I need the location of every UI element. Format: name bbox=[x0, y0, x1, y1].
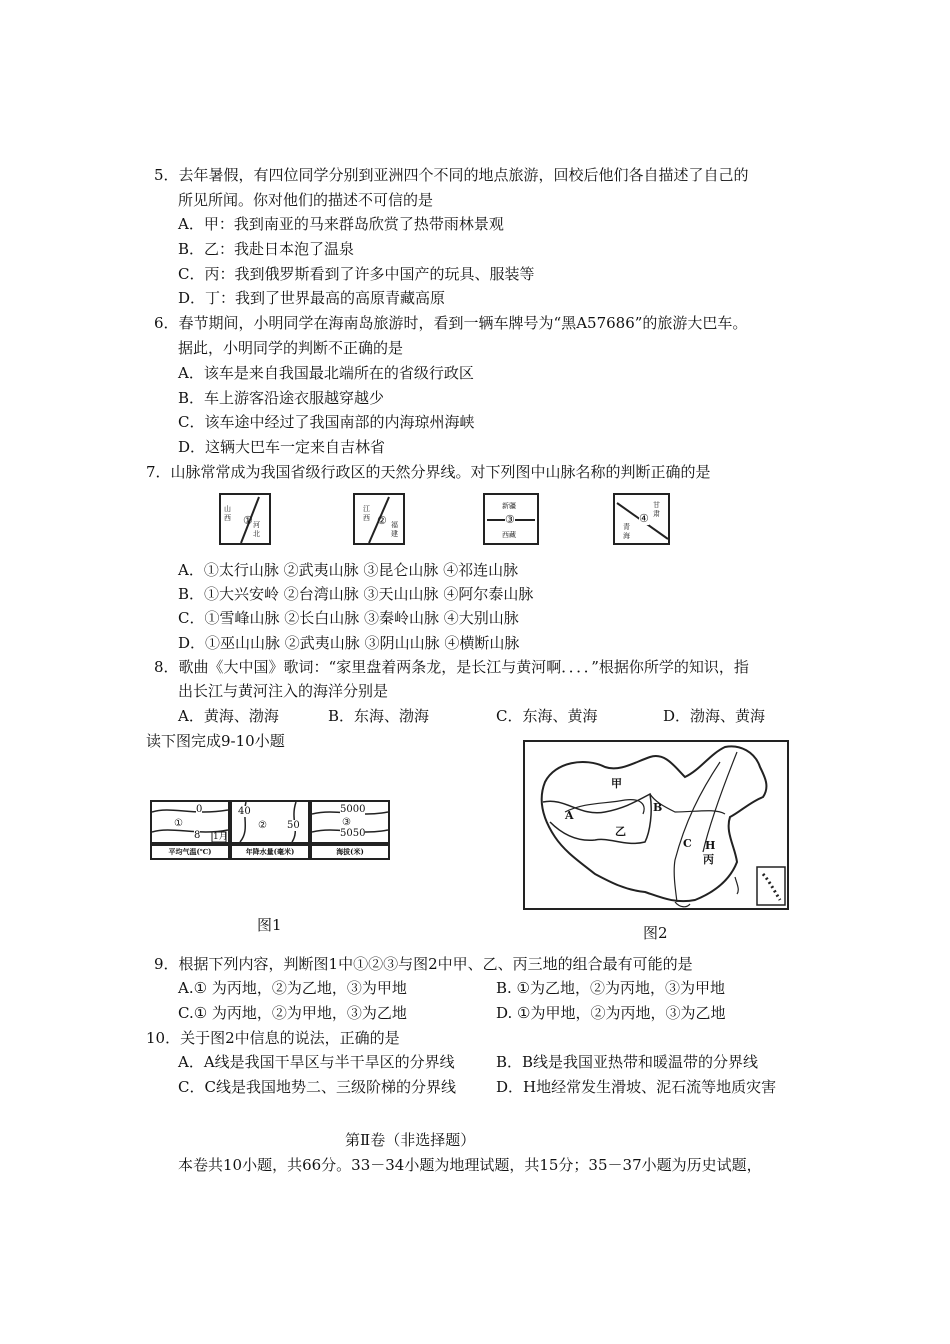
map-label-H: H bbox=[705, 839, 716, 852]
q10-option-c: C．C线是我国地势二、三级阶梯的分界线 bbox=[178, 1078, 456, 1096]
q9-option-c: C.① 为丙地，②为甲地，③为乙地 bbox=[178, 1004, 407, 1022]
q8-stem-line2: 出长江与黄河注入的海洋分别是 bbox=[178, 682, 389, 700]
box2-left-label-2: 西 bbox=[363, 514, 370, 522]
fig1-cell3-point: ③ bbox=[342, 817, 351, 828]
box1-left-label-2: 西 bbox=[224, 514, 231, 522]
q9-option-a: A.① 为丙地，②为乙地，③为甲地 bbox=[178, 979, 407, 997]
map-label-B: B bbox=[653, 801, 663, 814]
fig1-label-temperature: 平均气温(℃) bbox=[150, 844, 230, 860]
mountain-box-2 bbox=[353, 493, 405, 545]
q7-option-b: B．①大兴安岭 ②台湾山脉 ③天山山脉 ④阿尔泰山脉 bbox=[178, 585, 534, 603]
box2-right-label-2: 建 bbox=[391, 530, 398, 538]
q5-option-b: B．乙：我赴日本泡了温泉 bbox=[178, 240, 355, 258]
mountain-box-1 bbox=[219, 493, 271, 545]
map-label-bing: 丙 bbox=[703, 853, 714, 866]
q8-option-d: D．渤海、黄海 bbox=[663, 707, 766, 725]
q8-option-c: C．东海、黄海 bbox=[496, 707, 598, 725]
fig1-cell-precipitation bbox=[230, 800, 310, 844]
figure-2-map bbox=[523, 740, 789, 910]
box1-number: ① bbox=[243, 514, 253, 527]
q6-option-b: B．车上游客沿途衣服越穿越少 bbox=[178, 389, 385, 407]
q7-option-a: A．①太行山脉 ②武夷山脉 ③昆仑山脉 ④祁连山脉 bbox=[178, 561, 519, 579]
q5-option-d: D．丁：我到了世界最高的高原青藏高原 bbox=[178, 289, 446, 307]
q7-stem: 7．山脉常常成为我国省级行政区的天然分界线。对下列图中山脉名称的判断正确的是 bbox=[146, 463, 711, 481]
q7-option-d: D．①巫山山脉 ②武夷山脉 ③阴山山脉 ④横断山脉 bbox=[178, 634, 520, 652]
box4-number: ④ bbox=[639, 512, 649, 525]
q8-option-a: A．黄海、渤海 bbox=[178, 707, 279, 725]
fig1-cell1-top-value: 0 bbox=[196, 804, 203, 815]
q7-option-c: C．①雪峰山脉 ②长白山脉 ③秦岭山脉 ④大别山脉 bbox=[178, 609, 519, 627]
box3-number: ③ bbox=[505, 513, 515, 526]
box1-left-label-1: 山 bbox=[224, 505, 231, 513]
map-label-yi: 乙 bbox=[615, 825, 626, 838]
box2-right-label-1: 福 bbox=[391, 521, 398, 529]
box2-left-label-1: 江 bbox=[363, 505, 370, 513]
q10-option-a: A．A线是我国干旱区与半干旱区的分界线 bbox=[178, 1053, 455, 1071]
fig1-cell-elevation bbox=[310, 800, 390, 844]
box4-left-label-1: 青 bbox=[623, 523, 630, 531]
fig1-cell2-right-value: 50 bbox=[287, 820, 300, 831]
q6-option-c: C．该车途中经过了我国南部的内海琼州海峡 bbox=[178, 413, 475, 431]
map-label-C: C bbox=[683, 837, 692, 850]
fig1-cell2-point: ② bbox=[258, 820, 267, 831]
q5-option-a: A．甲：我到南亚的马来群岛欣赏了热带雨林景观 bbox=[178, 215, 504, 233]
mountain-box-4 bbox=[613, 493, 670, 545]
section2-description: 本卷共10小题，共66分。33－34小题为地理试题，共15分；35－37小题为历史试题， bbox=[178, 1156, 762, 1174]
box4-right-label-1: 甘 bbox=[653, 501, 660, 509]
section2-title: 第Ⅱ卷（非选择题） bbox=[345, 1131, 476, 1149]
q6-stem-line2: 据此，小明同学的判断不正确的是 bbox=[178, 339, 404, 357]
q8-stem-line1: 8．歌曲《大中国》歌词：“家里盘着两条龙，是长江与黄河啊．．．．”根据你所学的知识，指 bbox=[154, 658, 749, 676]
fig1-cell2-left-value: 40 bbox=[238, 806, 251, 817]
box3-bottom-label: 西藏 bbox=[502, 531, 516, 539]
q5-stem-line2: 所见所闻。你对他们的描述不可信的是 bbox=[178, 191, 434, 209]
box3-top-label: 新疆 bbox=[502, 502, 516, 510]
fig1-cell1-bottom-value: 8 bbox=[194, 830, 201, 841]
fig1-cell1-point: ① bbox=[174, 818, 183, 829]
q10-option-d: D．H地经常发生滑坡、泥石流等地质灾害 bbox=[496, 1078, 777, 1096]
fig1-cell-temperature bbox=[150, 800, 230, 844]
box1-right-label-1: 河 bbox=[253, 521, 260, 529]
q6-option-d: D．这辆大巴车一定来自吉林省 bbox=[178, 438, 386, 456]
box2-number: ② bbox=[377, 514, 387, 527]
q9-option-b: B. ①为乙地，②为丙地，③为甲地 bbox=[496, 979, 726, 997]
box4-right-label-2: 肃 bbox=[653, 510, 660, 518]
q6-stem-line1: 6．春节期间，小明同学在海南岛旅游时，看到一辆车牌号为“黑A57686”的旅游大巴车。 bbox=[154, 314, 748, 332]
fig1-caption: 图1 bbox=[257, 916, 282, 934]
box1-right-label-2: 北 bbox=[253, 530, 260, 538]
figure-1 bbox=[150, 800, 390, 862]
q9-option-d: D. ①为甲地，②为丙地，③为乙地 bbox=[496, 1004, 726, 1022]
q10-stem: 10．关于图2中信息的说法，正确的是 bbox=[146, 1029, 400, 1047]
fig1-label-precipitation: 年降水量(毫米) bbox=[230, 844, 310, 860]
map-label-A: A bbox=[565, 809, 574, 822]
q6-option-a: A．该车是来自我国最北端所在的省级行政区 bbox=[178, 364, 474, 382]
q5-stem-line1: 5．去年暑假，有四位同学分别到亚洲四个不同的地点旅游，回校后他们各自描述了自己的 bbox=[154, 166, 749, 184]
fig1-cell3-bottom-value: 5050 bbox=[340, 828, 366, 839]
fig1-cell1-month: 1月 bbox=[213, 832, 228, 842]
q10-option-b: B．B线是我国亚热带和暖温带的分界线 bbox=[496, 1053, 759, 1071]
box4-left-label-2: 海 bbox=[623, 532, 630, 540]
q5-option-c: C．丙：我到俄罗斯看到了许多中国产的玩具、服装等 bbox=[178, 265, 535, 283]
fig2-caption: 图2 bbox=[643, 924, 668, 942]
map-label-jia: 甲 bbox=[611, 777, 622, 790]
china-outline bbox=[525, 742, 787, 908]
mountain-box-3 bbox=[483, 493, 539, 545]
q9-stem: 9．根据下列内容，判断图1中①②③与图2中甲、乙、丙三地的组合最有可能的是 bbox=[154, 955, 693, 973]
read-figure-prompt: 读下图完成9-10小题 bbox=[146, 732, 285, 750]
q8-option-b: B．东海、渤海 bbox=[328, 707, 430, 725]
fig1-label-elevation: 海拔(米) bbox=[310, 844, 390, 860]
fig1-cell3-top-value: 5000 bbox=[340, 804, 366, 815]
